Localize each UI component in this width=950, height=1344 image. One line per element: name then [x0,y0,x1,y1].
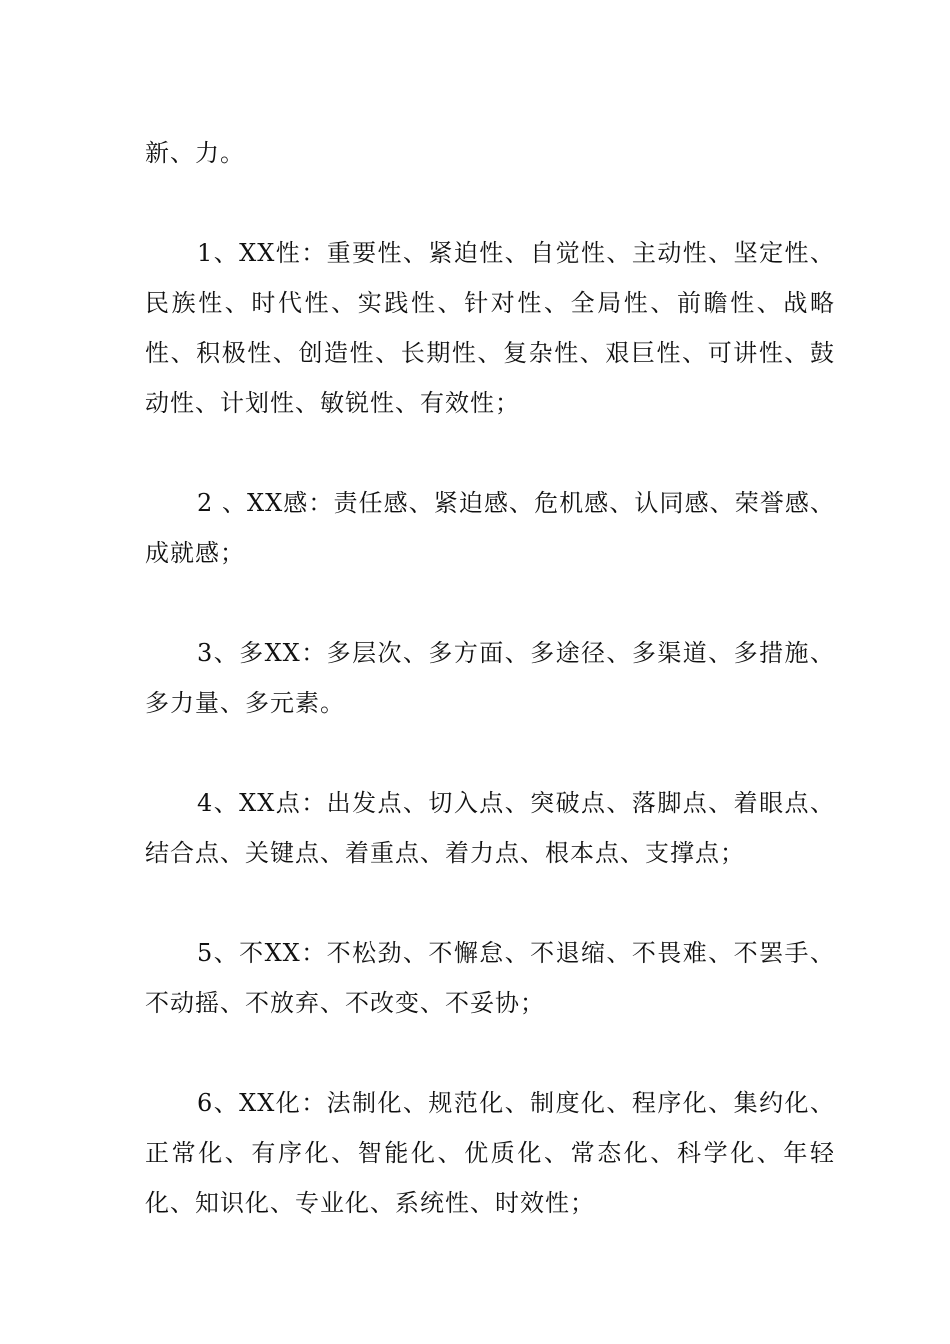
paragraph-item-6: 6、XX化：法制化、规范化、制度化、程序化、集约化、正常化、有序化、智能化、优质化、常态化、科学化、年轻化、知识化、专业化、系统性、时效性； [145,1089,835,1217]
paragraph-item-2: 2 、XX感：责任感、紧迫感、危机感、认同感、荣誉感、成就感； [145,489,835,567]
paragraph-item-4: 4、XX点：出发点、切入点、突破点、落脚点、着眼点、结合点、关键点、着重点、着力点、根本点、支撑点； [145,789,835,867]
paragraph-item-5: 5、不XX：不松劲、不懈怠、不退缩、不畏难、不罢手、不动摇、不放弃、不改变、不妥协； [145,939,835,1017]
paragraph-continuation: 新、力。 [145,139,245,167]
paragraph-item-3: 3、多XX：多层次、多方面、多途径、多渠道、多措施、多力量、多元素。 [145,639,835,717]
paragraph-item-1: 1、XX性：重要性、紧迫性、自觉性、主动性、坚定性、民族性、时代性、实践性、针对性、全局性、前瞻性、战略性、积极性、创造性、长期性、复杂性、艰巨性、可讲性、鼓动性、计划性、敏锐性、有效性； [145,239,835,417]
